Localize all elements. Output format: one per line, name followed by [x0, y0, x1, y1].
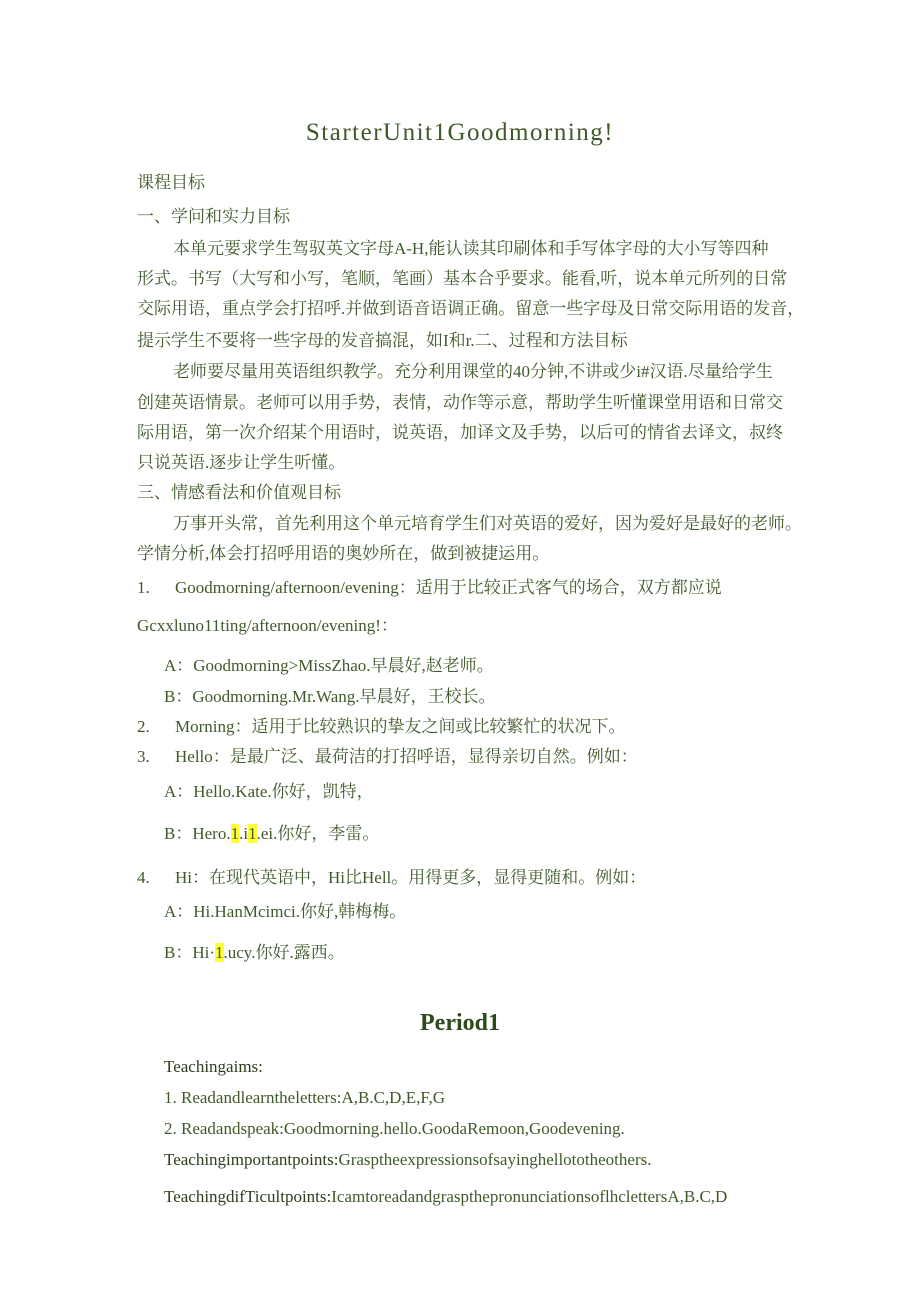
important-points-text: Grasptheexpressionsofsayinghellototheothers.	[338, 1150, 652, 1169]
example-text: .i	[239, 824, 249, 843]
document-title: StarterUnit1Goodmorning!	[305, 119, 615, 146]
paragraph-line: 形式。书写（大写和小写，笔顺，笔画）基本合乎要求。能看,听，说本单元所列的日常	[137, 269, 788, 288]
highlighted-text: 1	[215, 943, 224, 962]
example-text: B：Hero.	[164, 824, 231, 843]
important-points-label: Teachingimportantpoints:	[164, 1150, 339, 1169]
example-text: .ei.你好，李雷。	[256, 824, 380, 843]
example-text: .ucy.你好.露西。	[223, 943, 345, 962]
paragraph-line: 学情分析,体会打招呼用语的奥妙所在，做到被捷运用。	[137, 544, 550, 563]
course-goals-heading: 课程目标	[137, 173, 205, 192]
example-line	[164, 941, 345, 965]
example-line: A：Goodmorning>MissZhao.早晨好,赵老师。	[164, 656, 494, 675]
aim-item: 1. Readandlearntheletters:A,B.C,D,E,F,G	[164, 1088, 445, 1107]
period-heading: Period1	[420, 1010, 500, 1036]
highlighted-text: 1	[248, 824, 257, 843]
example-line: B：Goodmorning.Mr.Wang.早晨好，王校长。	[164, 687, 496, 706]
difficult-points-label: TeachingdifTicultpoints:	[164, 1187, 332, 1206]
knowledge-goals-heading: 一、学问和实力目标	[137, 207, 290, 226]
list-item-text: Hi：在现代英语中，Hi比Hell。用得更多，显得更随和。例如：	[175, 868, 647, 887]
list-item-text: Hello：是最广泛、最荷洁的打招呼语，显得亲切自然。例如：	[175, 747, 638, 766]
example-line: A：Hi.HanMcimci.你好,韩梅梅。	[164, 902, 407, 921]
paragraph-line: 提示学生不要将一些字母的发音搞混，如I和r.二、过程和方法目标	[137, 331, 628, 350]
list-item-text: Morning：适用于比较熟识的挚友之间或比较繁忙的状况下。	[175, 717, 626, 736]
example-line: A：Hello.Kate.你好，凯特，	[164, 782, 374, 801]
paragraph-line: 际用语，第一次介绍某个用语时，说英语，加译文及手势，以后可的情省去译文，叔终	[137, 423, 783, 442]
aim-item: 2. Readandspeak:Goodmorning.hello.GoodaRemoon,Goodevening.	[164, 1119, 625, 1138]
paragraph-line: 创建英语情景。老师可以用手势，表情，动作等示意，帮助学生听懂课堂用语和日常交	[137, 393, 783, 412]
paragraph-line: 交际用语，重点学会打招呼.并做到语音语调正确。留意一些字母及日常交际用语的发音，	[137, 299, 805, 318]
values-goals-heading: 三、情感看法和价值观目标	[137, 483, 341, 502]
example-line	[164, 822, 379, 846]
list-item-number: 3.	[137, 747, 150, 766]
list-item-number: 1.	[137, 578, 150, 597]
paragraph-line: 只说英语.逐步让学生听懂。	[137, 453, 346, 472]
list-item-text: Goodmorning/afternoon/evening：适用于比较正式客气的场合，双方都应说	[175, 578, 722, 597]
example-text: B：Hi·	[164, 943, 215, 962]
list-item-number: 4.	[137, 868, 150, 887]
paragraph-line: 本单元要求学生驾驭英文字母A-H,能认读其印刷体和手写体字母的大小写等四种	[173, 239, 769, 258]
difficult-points	[164, 1185, 727, 1209]
important-points	[164, 1148, 651, 1172]
paragraph-line: 老师要尽量用英语组织教学。充分利用课堂的40分钟,不讲或少i#汉语.尽量给学生	[173, 362, 773, 381]
list-item-number: 2.	[137, 717, 150, 736]
highlighted-text: 1	[230, 824, 240, 843]
teaching-aims-label: Teachingaims:	[164, 1057, 263, 1076]
difficult-points-text: IcamtoreadandgraspthepronunciationsoflhclettersA,B.C,D	[331, 1187, 728, 1206]
paragraph-line: 万事开头常，首先利用这个单元培育学生们对英语的爱好，因为爱好是最好的老师。	[173, 514, 802, 533]
list-item-continuation: Gcxxluno11ting/afternoon/evening!：	[137, 616, 398, 635]
